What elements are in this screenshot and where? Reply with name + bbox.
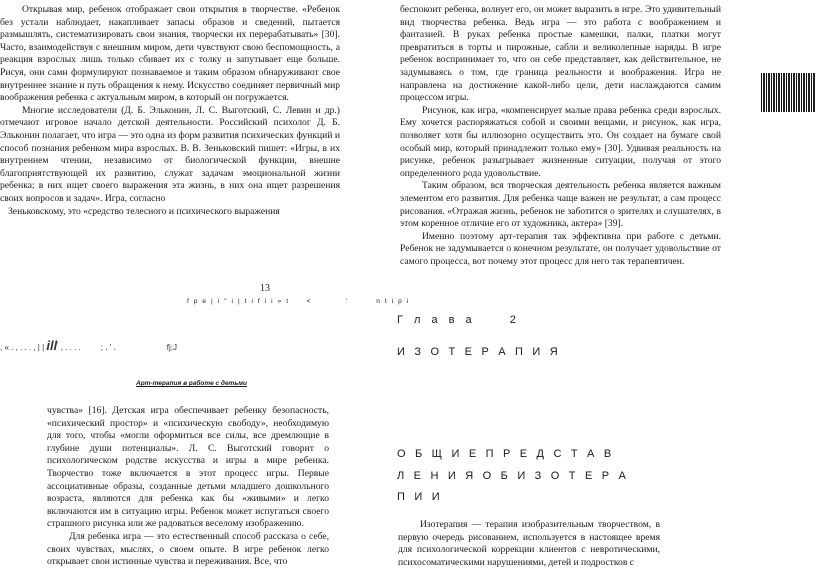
paragraph: Рисунок, как игра, «компенсирует малые права ребенка среди взрослых. Ему хочется распоряжаться собой и своими вещами, и рисунок, как игра, позволяет хотя бы иллюзорно осуществить это. Он создает на бумаге свой особый мир, который принадлежит только ему» [30]. Удвивая реальность на рисунке, ребенок разыгрывает жизненные ситуации, получая от этого определенного рода удовольствие. <box>400 104 721 179</box>
paragraph: Именно поэтому арт-терапия так эффективна при работе с детьми. Ребенок не задумывается о конечном результате, он получает удовольствие от самого процесса, вот почему этот процесс для него так терапевтичен. <box>400 230 721 267</box>
chapter-number: 2 <box>509 314 520 326</box>
chapter-label-text: Г л а в а <box>397 314 476 326</box>
bottom-left-column <box>47 405 329 569</box>
bottom-right-column <box>398 519 660 569</box>
chapter-label <box>397 314 520 326</box>
running-head: f p e | i " i | t i f i i » t < ' n t i p i <box>187 298 410 305</box>
noise-left: , « . , . . . , | | <box>0 343 47 352</box>
paragraph: чувства» [16]. Детская игра обеспечивает ребенку безопасность, «психический простор» и «психическую свободу», необходимую для того, чтобы «могли оформиться все силы, все дремлющие в глубине души потенциалы». Л. С. Выготский говорит о психологическом родстве искусства и игры в мире ребенка. Творчество тоже включается в этот процесс игры. Первые ассоциативные образы, созданные детьми младшего дошкольного возраста, являются для ребенка как бы «живыми» и легко включаются им в ситуацию игры. Ребенок может испугаться своего страшного рисунка или же радоваться веселому изображению. <box>47 405 329 530</box>
paragraph: Изотерапия — терапия изобразительным творчеством, в первую очередь рисованием, используется в настоящее время для психологической коррекции клиентов с невротическими, психосоматическими нарушениями, детей и подростков с <box>398 519 660 568</box>
scan-noise-line <box>0 338 330 353</box>
page-number: 13 <box>260 283 270 294</box>
paragraph: Зеньковскому, это «средство телесного и психического выражения <box>8 205 280 217</box>
section-title-line: О Б Щ И Е П Р Е Д С Т А В <box>397 448 615 460</box>
page-caption: Арт-терапия в работе с детьми <box>136 380 247 387</box>
paragraph: Многие исследователи (Д. Б. Эльконин, Л. С. Выготский, С. Левин и др.) отмечают игровое начало детской деятельности. Российский психолог Д. Б. Эльконин полагает, что игра — это одна из форм развития психических функций и способ познания ребенком мира взрослых. В. В. Зеньковский пишет: «Игры, в их внутреннем чтении, независимо от биологической функции, внешне благоприятствующей их развитию, служат задачам эмоциональной жизни ребенка; в них ищет своего выражения эта жизнь, в них она ищет разрешения своих вопросов и задач». Игра, согласно <box>0 104 340 204</box>
noise-right: , . . . . ; . ' . fj;J <box>58 343 177 352</box>
chapter-title: И З О Т Е Р А П И Я <box>397 346 561 358</box>
section-title-line: П И И <box>397 491 443 503</box>
paragraph: Для ребенка игра — это естественный способ рассказа о себе, своих чувствах, мыслях, о своем опыте. В игре ребенок легко открывает свои истинные чувства и переживания. Все, что <box>47 530 329 568</box>
section-title-line: Л Е Н И Я О Б И З О Т Е Р А <box>397 470 630 482</box>
scan-artifact-bars <box>761 73 816 112</box>
paragraph: беспокоит ребенка, волнует его, он может выразить в игре. Это удивительный вид творчества ребенка. Ведь игра — это работа с воображением и фантазией. В руках ребенка простые камешки, палки, платки могут превратиться в торты и пирожные, сабли и великолепные наряды. В игре ребенок воспринимает то, что он себе представляет, как действительное, не задумываясь о том, где граница реальности и воображения. Игра не направлена на достижение какой-либо цели, дети наслаждаются самим процессом игры. <box>400 4 721 104</box>
top-left-column <box>0 4 340 218</box>
paragraph: Открывая мир, ребенок отображает свои открытия в творчестве. «Ребенок без устали наблюдает, накапливает запасы образов и сведений, пытается размышлять, систематизировать свои знания, творчески их перерабатывать» [30]. Часто, взаимодействуя с внешним миром, дети чувствуют свою беспомощность, а реакция взрослых лишь только сбивает их с толку и запутывает еще больше. Рисуя, они сами формулируют познаваемое и таким образом обнаруживают свое внутреннее знание и путь обращения к нему. Искусство соединяет первичный мир воображения ребенка с актуальным миром, в который он погружается. <box>0 4 340 104</box>
top-right-column <box>400 4 721 268</box>
noise-big: ill <box>46 338 58 353</box>
noise-mid: ' <box>57 341 59 349</box>
paragraph: Таким образом, вся творческая деятельность ребенка является важным элементом его развития. Для ребенка чаще важен не результат, а сам процесс рисования. «Отражая жизнь, ребенок не заботится о зрителях и слушателях, в этом коренное отличие его от художника, актера» [39]. <box>400 180 721 230</box>
